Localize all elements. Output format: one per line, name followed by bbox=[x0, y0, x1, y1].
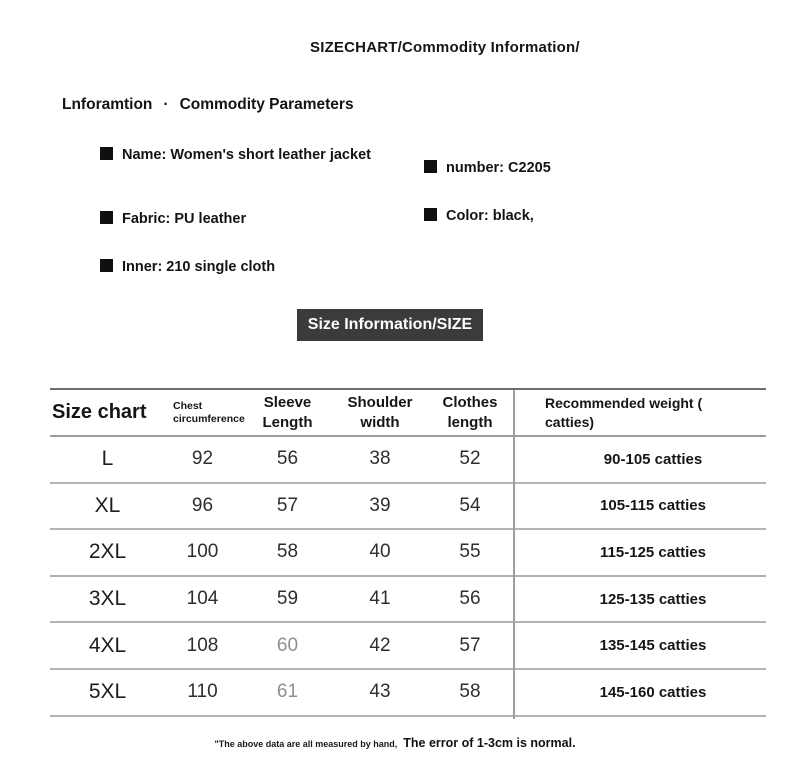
weight-cell: 90-105 catties bbox=[603, 450, 703, 468]
table-row bbox=[50, 484, 766, 531]
header-line: width bbox=[360, 413, 400, 431]
table-row bbox=[50, 670, 766, 717]
sleeve-cell: 59 bbox=[276, 588, 299, 610]
bullet-square-icon bbox=[424, 208, 437, 221]
param-name-text: Name: Women's short leather jacket bbox=[122, 147, 371, 163]
header-line: Shoulder bbox=[347, 394, 413, 411]
clothes-cell: 57 bbox=[459, 634, 481, 656]
footer-note-large: The error of 1-3cm is normal. bbox=[403, 736, 576, 750]
section-info-label: Lnforamtion bbox=[62, 96, 153, 113]
weight-cell: 145-160 catties bbox=[599, 683, 707, 701]
shoulder-cell: 38 bbox=[369, 448, 391, 470]
param-fabric-text: Fabric: PU leather bbox=[122, 211, 247, 227]
bullet-square-icon bbox=[424, 160, 437, 173]
chest-cell: 108 bbox=[186, 634, 219, 656]
table-row bbox=[50, 623, 766, 670]
clothes-cell: 52 bbox=[459, 448, 481, 470]
dot-separator-icon: · bbox=[163, 96, 169, 113]
size-cell: 3XL bbox=[88, 587, 127, 611]
sleeve-cell: 60 bbox=[276, 634, 299, 656]
header-line: catties) bbox=[545, 413, 595, 430]
chest-cell: 96 bbox=[191, 494, 214, 516]
sleeve-cell: 61 bbox=[276, 681, 299, 703]
chest-cell: 100 bbox=[186, 541, 219, 563]
shoulder-cell: 41 bbox=[369, 588, 391, 610]
param-fabric bbox=[100, 208, 246, 231]
sleeve-cell: 57 bbox=[276, 494, 299, 516]
clothes-cell: 55 bbox=[459, 541, 481, 563]
clothes-cell: 58 bbox=[459, 681, 481, 703]
clothes-cell: 56 bbox=[459, 588, 481, 610]
shoulder-cell: 40 bbox=[369, 541, 391, 563]
sleeve-cell: 56 bbox=[276, 448, 299, 470]
param-color-text: Color: black, bbox=[446, 208, 534, 224]
size-cell: XL bbox=[94, 493, 121, 517]
header-line: Recommended weight ( bbox=[545, 395, 703, 412]
header-line: Chest bbox=[173, 399, 203, 412]
sleeve-cell: 58 bbox=[276, 541, 299, 563]
size-cell: 2XL bbox=[88, 540, 127, 564]
header-line: circumference bbox=[173, 412, 245, 425]
clothes-cell: 54 bbox=[459, 494, 481, 516]
table-header-row bbox=[50, 390, 766, 437]
table-row bbox=[50, 530, 766, 577]
header-sleeve-length bbox=[240, 393, 335, 432]
section-title bbox=[62, 96, 354, 114]
size-banner-label: Size Information/SIZE bbox=[307, 316, 473, 333]
size-cell: 4XL bbox=[88, 633, 127, 657]
footer-note bbox=[0, 734, 790, 752]
bullet-square-icon bbox=[100, 211, 113, 224]
param-color bbox=[424, 205, 534, 228]
table-row bbox=[50, 577, 766, 624]
weight-cell: 135-145 catties bbox=[599, 637, 707, 655]
header-recommended-weight bbox=[515, 394, 766, 430]
param-inner-text: Inner: 210 single cloth bbox=[122, 259, 276, 275]
size-cell: L bbox=[101, 447, 114, 471]
header-shoulder-width bbox=[335, 393, 425, 432]
section-params-label: Commodity Parameters bbox=[179, 96, 354, 113]
shoulder-cell: 43 bbox=[369, 681, 391, 703]
size-cell: 5XL bbox=[88, 680, 127, 704]
size-table bbox=[50, 388, 766, 717]
bullet-square-icon bbox=[100, 147, 113, 160]
chest-cell: 92 bbox=[191, 448, 214, 470]
size-banner bbox=[297, 309, 483, 341]
page-title: SIZECHART/Commodity Information/ bbox=[310, 39, 580, 56]
param-number bbox=[424, 157, 551, 180]
header-line: Length bbox=[262, 413, 313, 431]
bullet-square-icon bbox=[100, 259, 113, 272]
header-line: length bbox=[447, 413, 493, 431]
header-clothes-length bbox=[425, 393, 515, 432]
header-line: Sleeve bbox=[263, 394, 312, 411]
weight-cell: 115-125 catties bbox=[600, 543, 706, 561]
header-size-chart: Size chart bbox=[52, 401, 147, 423]
weight-cell: 125-135 catties bbox=[599, 590, 707, 608]
chest-cell: 110 bbox=[187, 681, 218, 703]
table-row bbox=[50, 437, 766, 484]
footer-note-small: "The above data are all measured by hand, bbox=[214, 739, 398, 749]
shoulder-cell: 39 bbox=[369, 494, 391, 516]
table-vertical-divider bbox=[513, 390, 515, 719]
header-line: Clothes bbox=[442, 394, 498, 411]
header-chest-circumference bbox=[165, 399, 245, 425]
weight-cell: 105-115 catties bbox=[600, 497, 706, 515]
shoulder-cell: 42 bbox=[369, 634, 391, 656]
chest-cell: 104 bbox=[186, 588, 219, 610]
param-number-text: number: C2205 bbox=[446, 160, 551, 176]
param-inner bbox=[100, 256, 275, 279]
param-name bbox=[100, 144, 372, 167]
